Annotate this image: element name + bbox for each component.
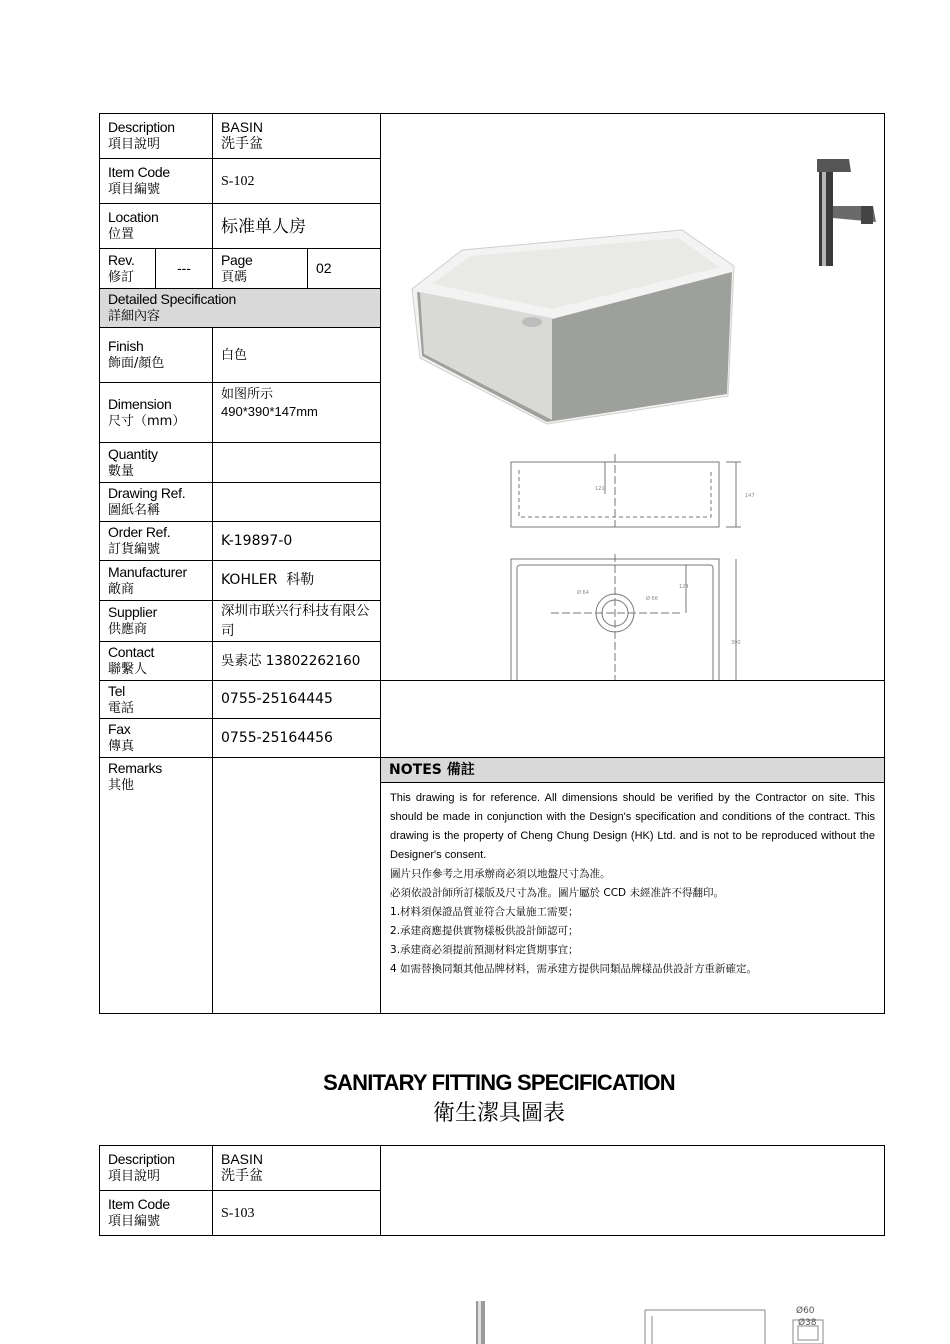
supplier-value: 深圳市联兴行科技有限公司	[213, 601, 381, 642]
item-code-label: Item Code 項目編號	[100, 159, 213, 204]
dim-d64: Ø 64	[577, 590, 589, 596]
dim-147: 147	[745, 493, 755, 499]
item-code-value-2: S-103	[213, 1191, 381, 1236]
faucet-partial-image	[476, 1301, 485, 1344]
dimension-label: Dimension 尺寸（mm）	[100, 383, 213, 443]
description-value-2: BASIN 洗手盆	[213, 1146, 381, 1191]
rev-label: Rev. 修訂	[100, 249, 156, 289]
notes-zh-6: 4 如需替換同類其他品牌材料，需承建方提供同類品牌樣品供設計方重新確定。	[390, 963, 758, 975]
notes-zh-5: 3.承建商必須提前預測材料定貨期事宜；	[390, 944, 579, 956]
location-value: 标准单人房	[213, 204, 381, 249]
notes-zh-3: 1.材料須保證品質並符合大量施工需要；	[390, 906, 579, 918]
remarks-label: Remarks 其他	[100, 758, 213, 1014]
drawing-ref-value	[213, 483, 381, 522]
notes-title: NOTES 備註	[381, 758, 885, 783]
side-elevation-drawing	[511, 454, 741, 527]
spec-table-s102	[99, 113, 885, 1014]
manufacturer-label: Manufacturer 敵商	[100, 561, 213, 601]
dim-d38: Ø38	[798, 1318, 817, 1328]
fax-label: Fax 傳真	[100, 719, 213, 758]
drawing-ref-label: Drawing Ref. 圖紙名稱	[100, 483, 213, 522]
dim-d60: Ø60	[796, 1306, 815, 1316]
notes-zh-1: 圖片只作參考之用承辦商必須以地盤尺寸為准。	[390, 868, 611, 880]
description-label: Description 項目說明	[100, 114, 213, 159]
tel-value: 0755-25164445	[213, 681, 381, 719]
page-title-zh: 衛生潔具圖表	[432, 1101, 565, 1126]
notes-body	[381, 783, 885, 1014]
contact-label: Contact 聯繫人	[100, 642, 213, 681]
finish-value: 白色	[213, 328, 381, 383]
plan-view-drawing	[511, 554, 736, 681]
finish-label: Finish 飾面/顏色	[100, 328, 213, 383]
remarks-value	[213, 758, 381, 1014]
page-title-en: SANITARY FITTING SPECIFICATION	[323, 1070, 675, 1095]
rev-value: ---	[156, 249, 213, 289]
description-value: BASIN 洗手盆	[213, 114, 381, 159]
dim-121: 121	[595, 486, 605, 492]
notes-english: This drawing is for reference. All dimensions should be verified by the Contractor on site. This should be made in conjunction with the Design's specification and conditions of the contract. This drawing is the property of Cheng Chung Design (HK) Ltd. and is not to be reproduced without the Designer's consent.	[390, 792, 876, 861]
notes-zh-4: 2.承建商應提供實物樣板供設計師認可；	[390, 925, 579, 937]
dim-390: 390	[731, 640, 741, 646]
manufacturer-value: KOHLER 科勒	[213, 561, 381, 601]
item-code-label-2: Item Code 項目編號	[100, 1191, 213, 1236]
item-code-value: S-102	[213, 159, 381, 204]
quantity-label: Quantity 數量	[100, 443, 213, 483]
faucet-image	[817, 159, 876, 266]
order-ref-label: Order Ref. 訂貨編號	[100, 522, 213, 561]
fax-value: 0755-25164456	[213, 719, 381, 758]
notes-zh-2: 必須依設計師所訂樣版及尺寸為准。圖片屬於 CCD 未經准許不得翻印。	[390, 887, 724, 899]
page-title	[0, 1070, 950, 1127]
tel-label: Tel 電話	[100, 681, 213, 719]
supplier-label: Supplier 供應商	[100, 601, 213, 642]
description-label-2: Description 項目說明	[100, 1146, 213, 1191]
dimension-value: 如图所示 490*390*147mm	[213, 383, 381, 443]
bottom-partial-drawings	[0, 1296, 950, 1344]
basin-image	[412, 230, 734, 424]
dim-d66: Ø 66	[646, 596, 658, 602]
location-label: Location 位置	[100, 204, 213, 249]
page-label: Page 頁碼	[213, 249, 308, 289]
product-image-cell	[381, 114, 885, 750]
contact-value: 吳素芯 13802262160	[213, 642, 381, 681]
dim-124: 124	[679, 584, 689, 590]
quantity-value	[213, 443, 381, 483]
basin-product-image: 121 147 Ø 64 Ø 66 124 390 490	[381, 114, 885, 681]
spec-table-s103	[99, 1145, 885, 1236]
detailed-spec-header: Detailed Specification 詳細內容	[100, 289, 381, 328]
page-value: 02	[308, 249, 381, 289]
product-image-cell-2	[381, 1146, 885, 1236]
order-ref-value: K-19897-0	[213, 522, 381, 561]
